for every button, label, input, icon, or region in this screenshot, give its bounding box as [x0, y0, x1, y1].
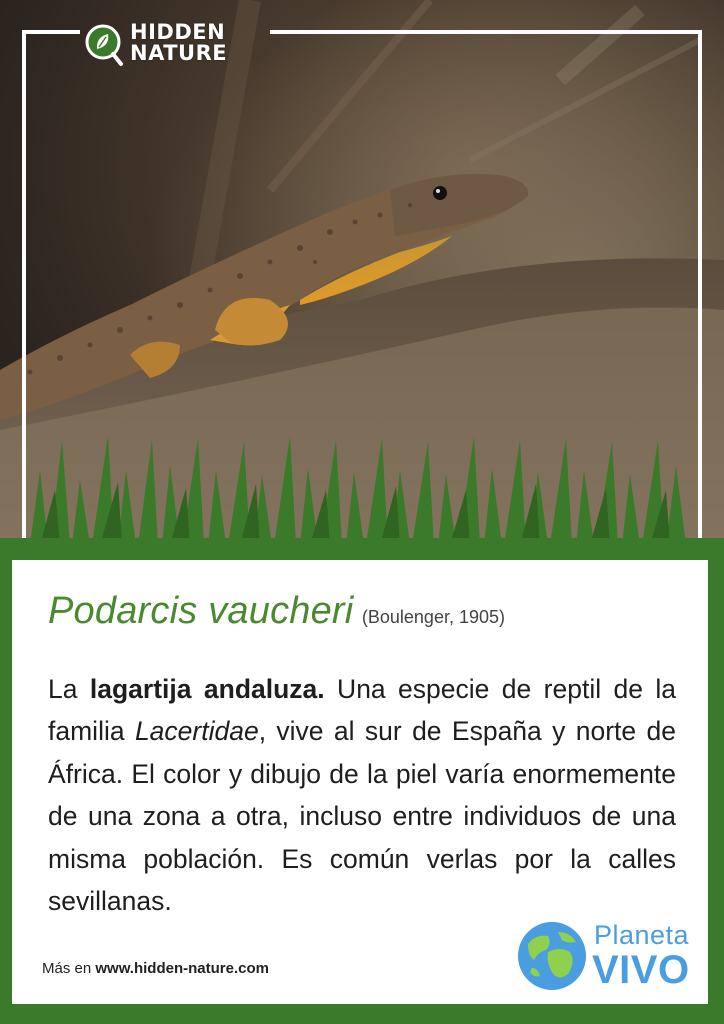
species-author: (Boulenger, 1905)	[361, 607, 505, 627]
website-link[interactable]: www.hidden-nature.com	[95, 960, 269, 977]
magnifier-leaf-icon	[84, 23, 124, 63]
description-intro: La	[48, 674, 90, 704]
globe-icon	[518, 922, 586, 990]
frame-line-top-left	[22, 30, 80, 34]
frame-line-left	[22, 30, 26, 548]
frame-line-right	[698, 30, 702, 548]
scientific-name: Podarcis vaucheri	[48, 590, 354, 632]
logo-wordmark	[130, 22, 227, 64]
description-part-1: Una especie de reptil de la familia	[48, 674, 676, 747]
partner-line-2: VIVO	[592, 948, 690, 992]
logo-line-1: HIDDEN	[130, 20, 226, 44]
description-part-2: , vive al sur de España y norte de África. El color y dibujo de la piel varía enormemente de una zona a otra, incluso entre individuos de una misma población. Es común verlas por la calles sevillanas.	[48, 716, 676, 917]
species-description	[48, 668, 676, 922]
logo-line-2: NATURE	[130, 41, 228, 65]
more-info-line	[42, 960, 269, 977]
planeta-vivo-logo	[518, 918, 698, 994]
partner-line-1: Planeta	[594, 920, 690, 950]
more-prefix: Más en	[42, 960, 96, 977]
hidden-nature-logo	[84, 16, 227, 70]
common-name: lagartija andaluza.	[89, 674, 325, 704]
family-name: Lacertidae	[134, 716, 259, 747]
species-heading	[48, 590, 505, 633]
frame-line-top-right	[270, 30, 702, 34]
